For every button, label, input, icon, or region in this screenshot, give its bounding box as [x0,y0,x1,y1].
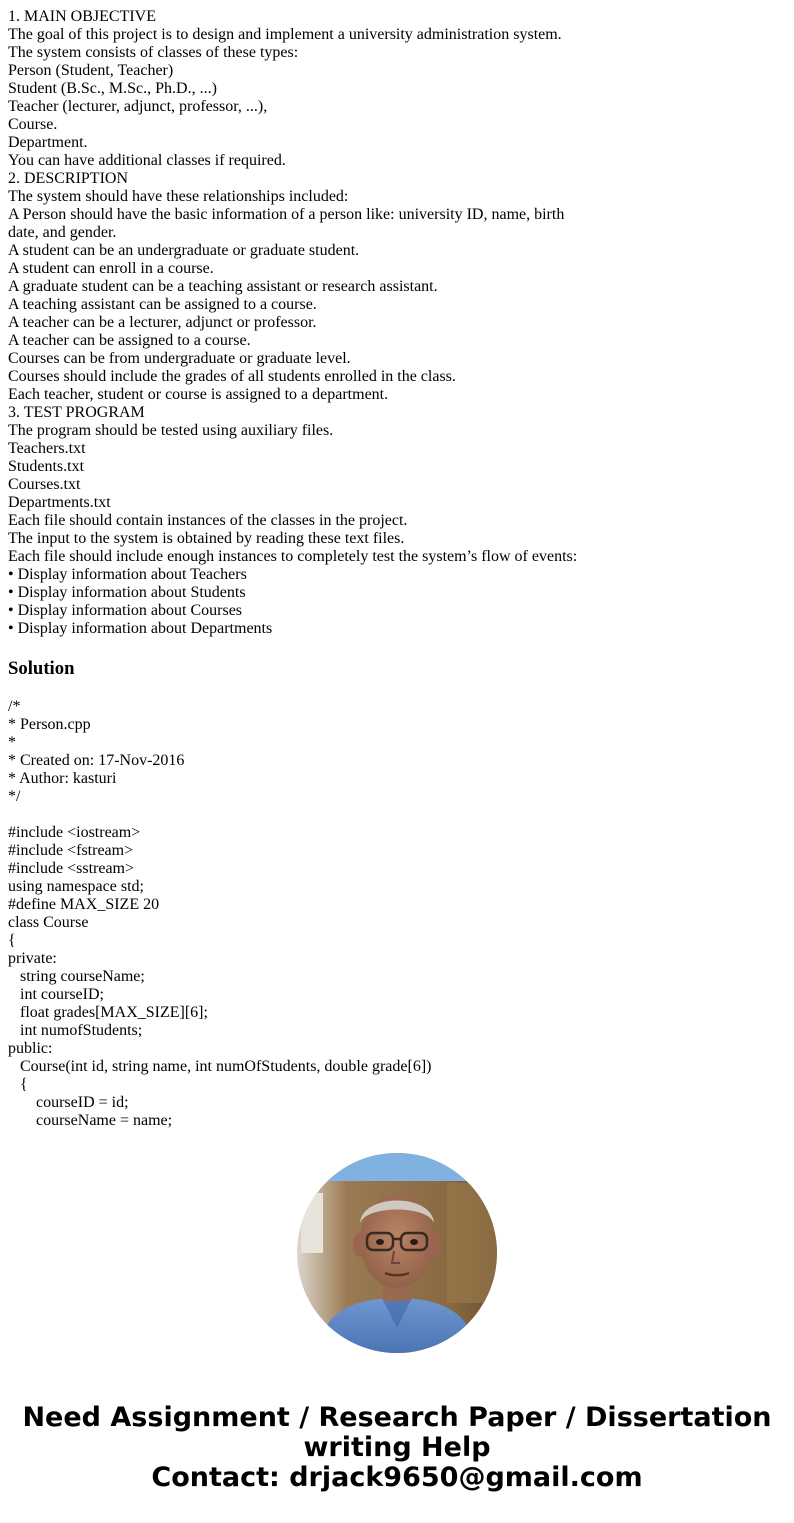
code-line: int courseID; [8,986,104,1003]
banner-contact-line: Contact: drjack9650@gmail.com [151,1462,643,1493]
problem-line: Courses.txt [8,476,81,493]
code-line: #include <sstream> [8,860,135,877]
problem-line: Course. [8,116,58,133]
problem-line: Each file should include enough instances to completely test the system’s flow of events: [8,548,578,565]
problem-line: • Display information about Students [8,584,246,601]
code-line: { [8,932,16,949]
problem-line: A Person should have the basic information of a person like: university ID, name, birth [8,206,565,223]
problem-line: Each teacher, student or course is assigned to a department. [8,386,389,403]
document-body [8,8,786,1130]
solution-heading: Solution [8,658,75,679]
problem-line: Courses should include the grades of all students enrolled in the class. [8,368,456,385]
banner-line-1: Need Assignment / Research Paper / Dissertation [22,1402,772,1433]
problem-line: A student can be an undergraduate or graduate student. [8,242,360,259]
problem-line: Student (B.Sc., M.Sc., Ph.D., ...) [8,80,217,97]
code-line: * Created on: 17-Nov-2016 [8,752,185,769]
problem-line: 3. TEST PROGRAM [8,404,145,421]
problem-line: Departments.txt [8,494,111,511]
problem-line: A teaching assistant can be assigned to a course. [8,296,317,313]
problem-line: A graduate student can be a teaching assistant or research assistant. [8,278,438,295]
problem-line: The goal of this project is to design and implement a university administration system. [8,26,562,43]
problem-line: 2. DESCRIPTION [8,170,129,187]
problem-line: 1. MAIN OBJECTIVE [8,8,156,25]
problem-line: A teacher can be a lecturer, adjunct or professor. [8,314,317,331]
problem-line: Teachers.txt [8,440,86,457]
code-line: courseID = id; [8,1094,129,1111]
problem-line: Department. [8,134,88,151]
code-line: * [8,734,16,751]
problem-line: • Display information about Teachers [8,566,247,583]
problem-line: • Display information about Courses [8,602,243,619]
code-line: string courseName; [8,968,145,985]
solution-code [8,698,786,1130]
problem-line: The system consists of classes of these types: [8,44,299,61]
problem-line: You can have additional classes if required. [8,152,286,169]
problem-line: Person (Student, Teacher) [8,62,174,79]
problem-line: Students.txt [8,458,85,475]
code-line: */ [8,788,21,805]
problem-line: date, and gender. [8,224,117,241]
code-line [8,806,786,824]
problem-line: A student can enroll in a course. [8,260,214,277]
code-line: Course(int id, string name, int numOfStudents, double grade[6]) [8,1058,432,1075]
code-line: float grades[MAX_SIZE][6]; [8,1004,208,1021]
code-line: { [8,1076,28,1093]
problem-line: Teacher (lecturer, adjunct, professor, ...), [8,98,268,115]
code-line: private: [8,950,57,967]
code-line: #include <iostream> [8,824,141,841]
code-line: int numofStudents; [8,1022,143,1039]
problem-line: The system should have these relationships included: [8,188,349,205]
banner-line-2: writing Help [303,1432,491,1463]
code-line: courseName = name; [8,1112,173,1129]
code-line: #define MAX_SIZE 20 [8,896,160,913]
code-line: using namespace std; [8,878,144,895]
code-line: /* [8,698,21,715]
contact-banner [0,1403,794,1493]
code-line: * Person.cpp [8,716,91,733]
problem-line: Each file should contain instances of the classes in the project. [8,512,408,529]
problem-line: Courses can be from undergraduate or graduate level. [8,350,351,367]
code-line: * Author: kasturi [8,770,117,787]
problem-line: The input to the system is obtained by reading these text files. [8,530,405,547]
problem-statement [8,8,786,638]
problem-line: • Display information about Departments [8,620,273,637]
code-line: #include <fstream> [8,842,134,859]
code-line: public: [8,1040,53,1057]
code-line: class Course [8,914,89,931]
problem-line: A teacher can be assigned to a course. [8,332,251,349]
problem-line: The program should be tested using auxiliary files. [8,422,334,439]
author-photo [297,1153,497,1353]
